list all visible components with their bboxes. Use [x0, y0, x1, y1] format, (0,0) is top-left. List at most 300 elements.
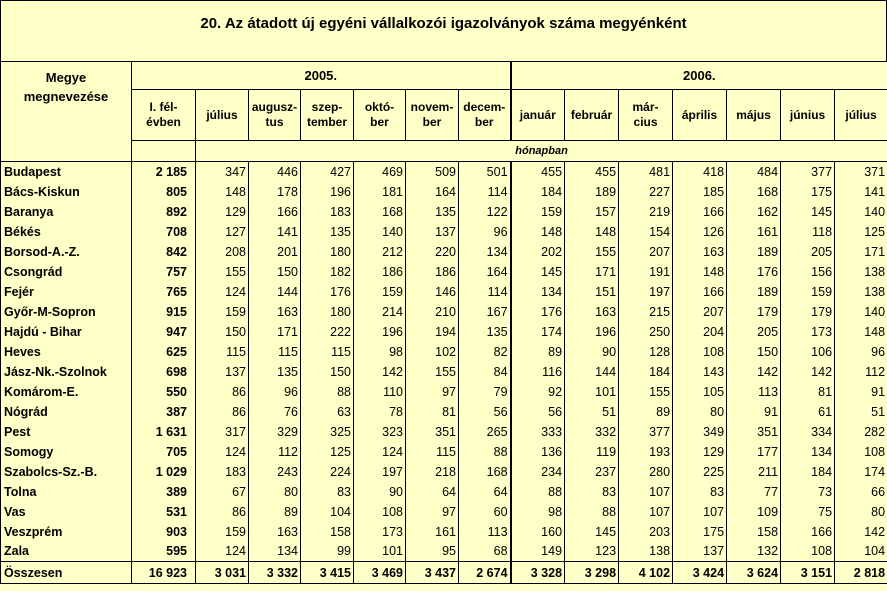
- month-value: 88: [511, 482, 565, 502]
- month-value: 89: [619, 402, 673, 422]
- month-value: 377: [619, 422, 673, 442]
- month-value: 134: [459, 242, 511, 262]
- month-value: 509: [406, 162, 459, 182]
- month-value: 80: [673, 402, 727, 422]
- month-value: 96: [249, 382, 301, 402]
- month-value: 88: [301, 382, 354, 402]
- month-value: 166: [249, 202, 301, 222]
- county-name: Szabolcs-Sz.-B.: [1, 462, 132, 482]
- month-value: 81: [406, 402, 459, 422]
- month-value: 3 469: [354, 562, 406, 584]
- county-name: Jász-Nk.-Szolnok: [1, 362, 132, 382]
- month-header: novem- ber: [406, 90, 459, 141]
- month-value: 484: [727, 162, 781, 182]
- month-value: 265: [459, 422, 511, 442]
- month-value: 112: [835, 362, 887, 382]
- month-value: 108: [673, 342, 727, 362]
- month-value: 144: [565, 362, 619, 382]
- month-value: 88: [459, 442, 511, 462]
- month-value: 155: [565, 242, 619, 262]
- month-value: 207: [619, 242, 673, 262]
- table-row: [1, 442, 887, 462]
- table-row: [1, 342, 887, 362]
- month-value: 215: [619, 302, 673, 322]
- month-value: 115: [301, 342, 354, 362]
- month-value: 75: [781, 502, 835, 522]
- month-value: 334: [781, 422, 835, 442]
- honapban-header: hónapban: [196, 141, 887, 162]
- month-value: 56: [459, 402, 511, 422]
- month-value: 56: [511, 402, 565, 422]
- month-value: 79: [459, 382, 511, 402]
- month-value: 194: [406, 322, 459, 342]
- month-value: 114: [459, 182, 511, 202]
- first-half-value: 757: [132, 262, 196, 282]
- month-value: 185: [673, 182, 727, 202]
- first-half-value: 705: [132, 442, 196, 462]
- month-value: 166: [673, 282, 727, 302]
- county-name: Heves: [1, 342, 132, 362]
- month-value: 3 415: [301, 562, 354, 584]
- month-header: július: [835, 90, 887, 141]
- month-value: 78: [354, 402, 406, 422]
- month-value: 51: [565, 402, 619, 422]
- month-value: 148: [835, 322, 887, 342]
- month-value: 98: [511, 502, 565, 522]
- first-half-header: I. fél- évben: [132, 90, 196, 141]
- month-value: 227: [619, 182, 673, 202]
- month-value: 88: [565, 502, 619, 522]
- month-value: 129: [196, 202, 249, 222]
- month-value: 86: [196, 502, 249, 522]
- month-value: 427: [301, 162, 354, 182]
- month-value: 201: [249, 242, 301, 262]
- month-value: 282: [835, 422, 887, 442]
- month-value: 140: [835, 302, 887, 322]
- month-value: 107: [673, 502, 727, 522]
- month-value: 219: [619, 202, 673, 222]
- month-value: 333: [511, 422, 565, 442]
- month-value: 183: [301, 202, 354, 222]
- table-row: [1, 222, 887, 242]
- month-value: 113: [459, 522, 511, 542]
- month-value: 191: [619, 262, 673, 282]
- month-value: 135: [459, 322, 511, 342]
- month-value: 140: [354, 222, 406, 242]
- month-value: 3 424: [673, 562, 727, 584]
- month-value: 234: [511, 462, 565, 482]
- month-value: 377: [781, 162, 835, 182]
- month-value: 175: [673, 522, 727, 542]
- month-value: 73: [781, 482, 835, 502]
- month-value: 125: [301, 442, 354, 462]
- month-value: 148: [196, 182, 249, 202]
- month-value: 176: [727, 262, 781, 282]
- month-value: 63: [301, 402, 354, 422]
- month-value: 158: [727, 522, 781, 542]
- month-value: 135: [249, 362, 301, 382]
- month-value: 155: [406, 362, 459, 382]
- month-value: 205: [781, 242, 835, 262]
- month-value: 155: [619, 382, 673, 402]
- month-value: 137: [196, 362, 249, 382]
- month-value: 104: [835, 542, 887, 562]
- month-value: 184: [781, 462, 835, 482]
- month-value: 214: [354, 302, 406, 322]
- first-half-value: 625: [132, 342, 196, 362]
- month-value: 212: [354, 242, 406, 262]
- table-row: [1, 482, 887, 502]
- month-value: 119: [565, 442, 619, 462]
- month-value: 67: [196, 482, 249, 502]
- month-value: 151: [565, 282, 619, 302]
- month-value: 180: [301, 302, 354, 322]
- county-name: Komárom-E.: [1, 382, 132, 402]
- month-value: 469: [354, 162, 406, 182]
- month-header: április: [673, 90, 727, 141]
- month-value: 83: [673, 482, 727, 502]
- month-value: 178: [249, 182, 301, 202]
- month-value: 159: [196, 522, 249, 542]
- month-value: 81: [781, 382, 835, 402]
- month-value: 3 332: [249, 562, 301, 584]
- first-half-value: 1 631: [132, 422, 196, 442]
- first-half-value: 595: [132, 542, 196, 562]
- month-value: 110: [354, 382, 406, 402]
- county-name: Vas: [1, 502, 132, 522]
- month-header: január: [511, 90, 565, 141]
- month-value: 3 298: [565, 562, 619, 584]
- month-value: 208: [196, 242, 249, 262]
- county-name: Veszprém: [1, 522, 132, 542]
- month-value: 83: [565, 482, 619, 502]
- month-value: 179: [781, 302, 835, 322]
- month-value: 186: [406, 262, 459, 282]
- data-table: [0, 61, 887, 584]
- month-value: 115: [249, 342, 301, 362]
- month-header: június: [781, 90, 835, 141]
- month-value: 455: [565, 162, 619, 182]
- month-value: 166: [673, 202, 727, 222]
- month-value: 222: [301, 322, 354, 342]
- month-header: októ- ber: [354, 90, 406, 141]
- month-value: 98: [354, 342, 406, 362]
- month-value: 60: [459, 502, 511, 522]
- county-name: Győr-M-Sopron: [1, 302, 132, 322]
- month-value: 64: [406, 482, 459, 502]
- month-value: 189: [565, 182, 619, 202]
- month-value: 148: [565, 222, 619, 242]
- month-value: 134: [511, 282, 565, 302]
- month-value: 107: [619, 482, 673, 502]
- month-value: 329: [249, 422, 301, 442]
- month-value: 97: [406, 382, 459, 402]
- first-half-value: 698: [132, 362, 196, 382]
- month-header: már- cius: [619, 90, 673, 141]
- month-value: 95: [406, 542, 459, 562]
- county-name: Fejér: [1, 282, 132, 302]
- month-value: 351: [727, 422, 781, 442]
- month-value: 159: [511, 202, 565, 222]
- month-value: 138: [619, 542, 673, 562]
- month-value: 138: [835, 282, 887, 302]
- month-value: 86: [196, 382, 249, 402]
- month-value: 134: [249, 542, 301, 562]
- month-value: 156: [781, 262, 835, 282]
- county-name: Baranya: [1, 202, 132, 222]
- megye-header-line2: megnevezése: [23, 89, 109, 104]
- month-value: 175: [781, 182, 835, 202]
- month-value: 116: [511, 362, 565, 382]
- first-half-value: 903: [132, 522, 196, 542]
- county-name: Békés: [1, 222, 132, 242]
- month-value: 141: [835, 182, 887, 202]
- month-value: 92: [511, 382, 565, 402]
- first-half-value: 915: [132, 302, 196, 322]
- month-value: 142: [835, 522, 887, 542]
- month-value: 189: [727, 282, 781, 302]
- month-value: 76: [249, 402, 301, 422]
- month-value: 124: [196, 282, 249, 302]
- month-value: 174: [835, 462, 887, 482]
- month-value: 163: [249, 522, 301, 542]
- month-value: 126: [673, 222, 727, 242]
- month-value: 220: [406, 242, 459, 262]
- month-value: 102: [406, 342, 459, 362]
- month-value: 106: [781, 342, 835, 362]
- first-half-value: 947: [132, 322, 196, 342]
- first-half-value: 892: [132, 202, 196, 222]
- month-value: 141: [249, 222, 301, 242]
- table-row: [1, 302, 887, 322]
- month-value: 144: [249, 282, 301, 302]
- county-name: Pest: [1, 422, 132, 442]
- month-value: 112: [249, 442, 301, 462]
- month-value: 113: [727, 382, 781, 402]
- total-row: [1, 562, 887, 584]
- month-value: 164: [406, 182, 459, 202]
- month-value: 3 151: [781, 562, 835, 584]
- table-row: [1, 182, 887, 202]
- month-value: 137: [406, 222, 459, 242]
- month-value: 181: [354, 182, 406, 202]
- month-value: 167: [459, 302, 511, 322]
- month-value: 145: [781, 202, 835, 222]
- month-value: 77: [727, 482, 781, 502]
- month-value: 2 674: [459, 562, 511, 584]
- month-value: 155: [196, 262, 249, 282]
- month-value: 143: [673, 362, 727, 382]
- month-header: május: [727, 90, 781, 141]
- county-name: Csongrád: [1, 262, 132, 282]
- month-value: 3 031: [196, 562, 249, 584]
- table-row: [1, 502, 887, 522]
- month-value: 80: [249, 482, 301, 502]
- month-header: szep- tember: [301, 90, 354, 141]
- month-value: 99: [301, 542, 354, 562]
- table-row: [1, 202, 887, 222]
- month-value: 101: [354, 542, 406, 562]
- month-value: 135: [301, 222, 354, 242]
- month-value: 96: [459, 222, 511, 242]
- month-value: 154: [619, 222, 673, 242]
- county-name: Borsod-A.-Z.: [1, 242, 132, 262]
- first-half-value: 16 923: [132, 562, 196, 584]
- month-value: 332: [565, 422, 619, 442]
- month-header: július: [196, 90, 249, 141]
- month-value: 90: [565, 342, 619, 362]
- month-value: 204: [673, 322, 727, 342]
- month-value: 132: [727, 542, 781, 562]
- month-value: 173: [781, 322, 835, 342]
- table-row: [1, 282, 887, 302]
- month-value: 3 437: [406, 562, 459, 584]
- month-value: 114: [459, 282, 511, 302]
- county-name: Összesen: [1, 562, 132, 584]
- month-value: 202: [511, 242, 565, 262]
- month-value: 150: [249, 262, 301, 282]
- month-value: 207: [673, 302, 727, 322]
- month-value: 142: [727, 362, 781, 382]
- month-value: 196: [565, 322, 619, 342]
- county-name: Bács-Kiskun: [1, 182, 132, 202]
- month-value: 196: [354, 322, 406, 342]
- month-value: 168: [727, 182, 781, 202]
- month-value: 177: [727, 442, 781, 462]
- month-value: 3 328: [511, 562, 565, 584]
- month-value: 159: [781, 282, 835, 302]
- month-value: 140: [835, 202, 887, 222]
- month-value: 481: [619, 162, 673, 182]
- month-value: 142: [781, 362, 835, 382]
- month-value: 250: [619, 322, 673, 342]
- month-value: 168: [459, 462, 511, 482]
- first-half-value: 765: [132, 282, 196, 302]
- table-row: [1, 542, 887, 562]
- month-value: 124: [196, 542, 249, 562]
- month-value: 280: [619, 462, 673, 482]
- month-value: 142: [354, 362, 406, 382]
- month-value: 109: [727, 502, 781, 522]
- month-value: 418: [673, 162, 727, 182]
- month-value: 148: [673, 262, 727, 282]
- month-value: 148: [511, 222, 565, 242]
- month-value: 86: [196, 402, 249, 422]
- month-value: 122: [459, 202, 511, 222]
- megye-header: [1, 62, 132, 162]
- month-value: 168: [354, 202, 406, 222]
- month-value: 68: [459, 542, 511, 562]
- month-value: 349: [673, 422, 727, 442]
- month-value: 115: [196, 342, 249, 362]
- month-value: 150: [301, 362, 354, 382]
- month-value: 501: [459, 162, 511, 182]
- month-value: 145: [565, 522, 619, 542]
- month-value: 134: [781, 442, 835, 462]
- county-name: Somogy: [1, 442, 132, 462]
- month-value: 124: [354, 442, 406, 462]
- table-title: 20. Az átadott új egyéni vállalkozói igazolványok száma megyénként: [0, 0, 887, 62]
- month-value: 171: [249, 322, 301, 342]
- first-half-value: 842: [132, 242, 196, 262]
- month-value: 137: [673, 542, 727, 562]
- month-value: 128: [619, 342, 673, 362]
- month-value: 80: [835, 502, 887, 522]
- month-value: 224: [301, 462, 354, 482]
- table-row: [1, 522, 887, 542]
- month-value: 146: [406, 282, 459, 302]
- month-value: 157: [565, 202, 619, 222]
- month-value: 186: [354, 262, 406, 282]
- month-value: 96: [835, 342, 887, 362]
- month-value: 127: [196, 222, 249, 242]
- table-row: [1, 242, 887, 262]
- month-value: 90: [354, 482, 406, 502]
- month-value: 184: [511, 182, 565, 202]
- month-header: decem- ber: [459, 90, 511, 141]
- year-2006-header: 2006.: [511, 62, 887, 90]
- month-value: 108: [781, 542, 835, 562]
- month-value: 371: [835, 162, 887, 182]
- first-half-value: 550: [132, 382, 196, 402]
- month-value: 158: [301, 522, 354, 542]
- first-half-value: 531: [132, 502, 196, 522]
- month-value: 161: [406, 522, 459, 542]
- table-row: [1, 322, 887, 342]
- month-value: 163: [565, 302, 619, 322]
- month-value: 162: [727, 202, 781, 222]
- first-half-value: 708: [132, 222, 196, 242]
- month-value: 446: [249, 162, 301, 182]
- month-value: 163: [249, 302, 301, 322]
- table-body: [1, 162, 887, 584]
- month-value: 351: [406, 422, 459, 442]
- month-value: 196: [301, 182, 354, 202]
- month-value: 138: [835, 262, 887, 282]
- month-value: 107: [619, 502, 673, 522]
- month-value: 161: [727, 222, 781, 242]
- table-row: [1, 462, 887, 482]
- month-value: 124: [196, 442, 249, 462]
- first-half-value: 1 029: [132, 462, 196, 482]
- month-value: 203: [619, 522, 673, 542]
- month-value: 180: [301, 242, 354, 262]
- month-value: 159: [196, 302, 249, 322]
- month-value: 164: [459, 262, 511, 282]
- month-value: 317: [196, 422, 249, 442]
- month-value: 145: [511, 262, 565, 282]
- month-value: 182: [301, 262, 354, 282]
- month-value: 84: [459, 362, 511, 382]
- month-value: 89: [511, 342, 565, 362]
- month-value: 4 102: [619, 562, 673, 584]
- first-half-value: 805: [132, 182, 196, 202]
- month-value: 171: [835, 242, 887, 262]
- month-value: 160: [511, 522, 565, 542]
- month-value: 64: [459, 482, 511, 502]
- month-value: 51: [835, 402, 887, 422]
- month-value: 135: [406, 202, 459, 222]
- month-value: 66: [835, 482, 887, 502]
- megye-header-line1: Megye: [45, 70, 87, 85]
- month-value: 189: [727, 242, 781, 262]
- month-value: 205: [727, 322, 781, 342]
- month-value: 166: [781, 522, 835, 542]
- month-value: 173: [354, 522, 406, 542]
- month-value: 136: [511, 442, 565, 462]
- table-row: [1, 382, 887, 402]
- month-value: 183: [196, 462, 249, 482]
